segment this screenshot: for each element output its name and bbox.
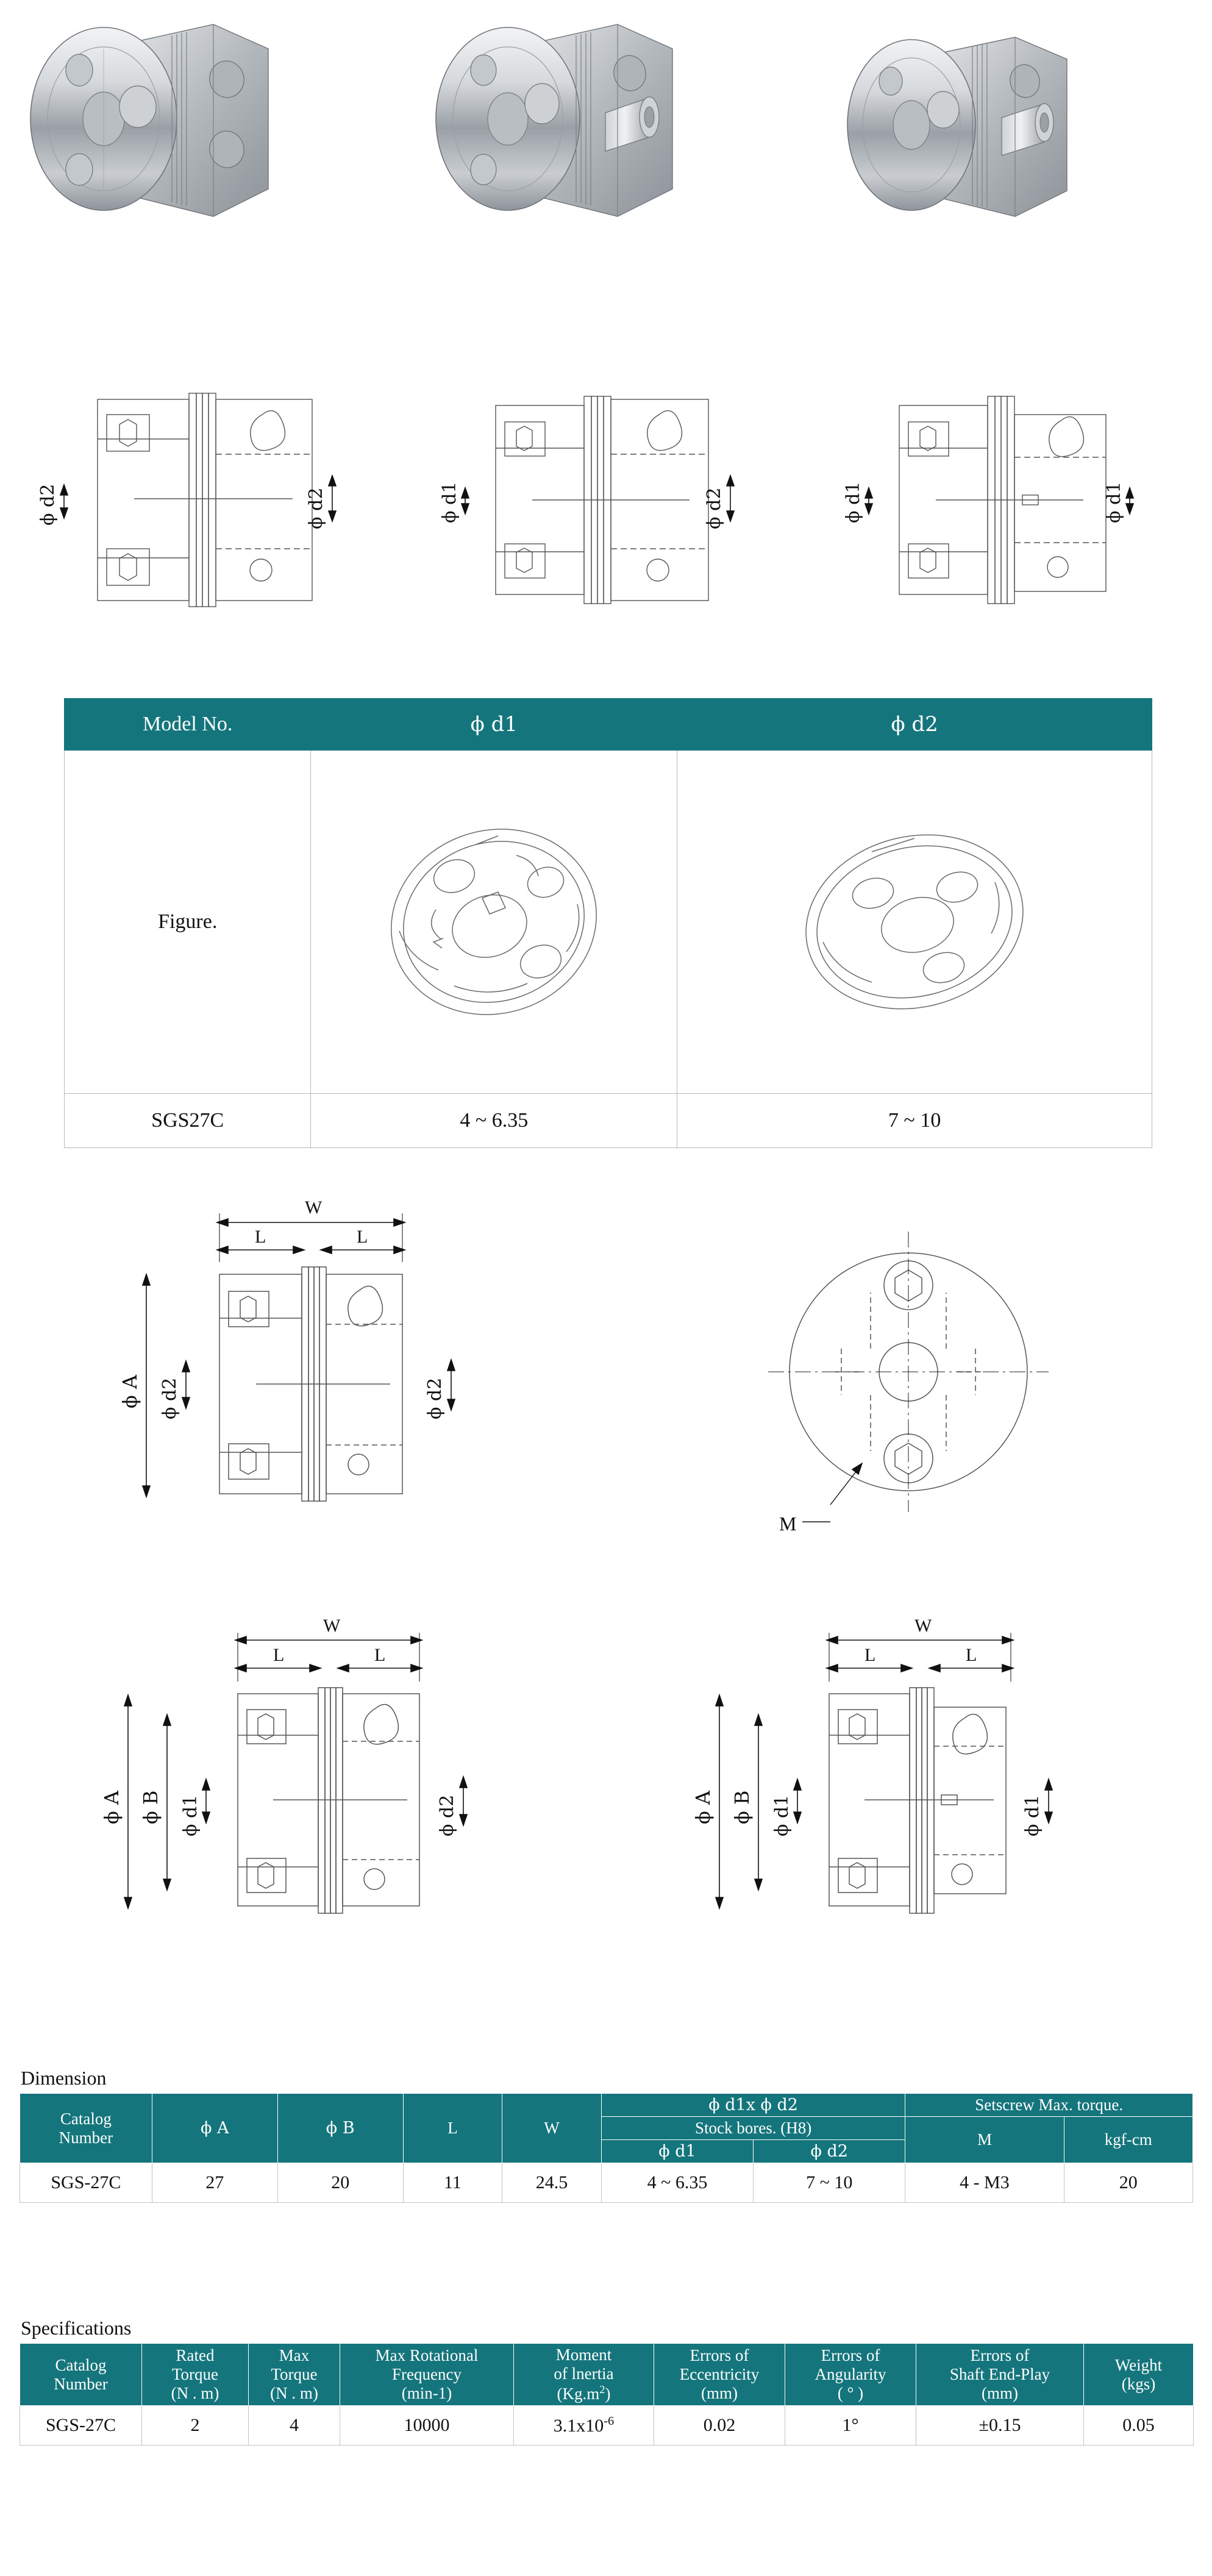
section-view-2 [404, 366, 808, 677]
dim-header-A: ϕ A [152, 2094, 277, 2163]
label-L-left: L [864, 1645, 876, 1665]
label-A: ϕ A [118, 1374, 141, 1408]
label-A: ϕ A [691, 1790, 715, 1824]
dim-view-bottom-right [628, 1616, 1212, 2030]
dim-value-L: 11 [403, 2163, 502, 2203]
dim-header-d2: ϕ d2 [754, 2140, 905, 2163]
spec-header-weight: Weight (kgs) [1084, 2344, 1194, 2406]
figure-model-value: SGS27C [65, 1094, 311, 1148]
label-W: W [305, 1197, 323, 1218]
label-B: ϕ B [139, 1790, 162, 1824]
label-d2-right: ϕ d2 [703, 487, 725, 529]
dim-value-A: 27 [152, 2163, 277, 2203]
figure-d1-drawing [311, 751, 677, 1094]
dim-value-M: 4 - M3 [905, 2163, 1064, 2203]
label-L-right: L [357, 1227, 368, 1247]
dim-header-catalog-l2: Number [59, 2128, 113, 2147]
figure-header-d2: ϕ d2 [677, 699, 1152, 751]
label-M: M [779, 1513, 797, 1535]
dim-value-B: 20 [277, 2163, 403, 2203]
figure-label-cell: Figure. [65, 751, 311, 1094]
dim-view-bottom-left [37, 1616, 622, 2030]
dim-header-M: M [905, 2117, 1064, 2163]
label-d1-left: ϕ d1 [843, 481, 864, 523]
dim-header-B: ϕ B [277, 2094, 403, 2163]
section-view-3 [808, 366, 1212, 677]
figure-row [65, 751, 1152, 1094]
dim-view-top-left [37, 1189, 622, 1604]
dim-header-kgfcm: kgf-cm [1064, 2117, 1192, 2163]
spec-header-catalog: Catalog Number [20, 2344, 142, 2406]
spec-header-rated-torque: Rated Torque (N . m) [142, 2344, 249, 2406]
label-A: ϕ A [100, 1790, 123, 1824]
dim-header-catalog-l1: Catalog [60, 2109, 112, 2128]
label-d2-right: ϕ d2 [424, 1377, 446, 1419]
label-d1-right: ϕ d1 [1103, 481, 1125, 523]
dimension-data-row [20, 2163, 1193, 2203]
spec-value-rated-torque: 2 [142, 2406, 249, 2446]
spec-header-max-frequency: Max Rotational Frequency (min-1) [340, 2344, 514, 2406]
figure-d2-drawing [677, 751, 1152, 1094]
label-L-right: L [966, 1645, 977, 1665]
specifications-section [20, 2317, 1196, 2446]
specifications-caption: Specifications [21, 2317, 132, 2339]
specifications-table [20, 2343, 1194, 2446]
label-W: W [323, 1616, 341, 1636]
figure-d2-value: 7 ~ 10 [677, 1094, 1152, 1148]
spec-data-row [20, 2406, 1194, 2446]
dim-header-d1: ϕ d1 [601, 2140, 753, 2163]
label-d1-right: ϕ d1 [1022, 1794, 1043, 1836]
spec-value-max-torque: 4 [249, 2406, 340, 2446]
label-d1-left: ϕ d1 [771, 1794, 793, 1836]
render-clamp-clamp [0, 0, 404, 366]
dim-value-d2: 7 ~ 10 [754, 2163, 905, 2203]
dimension-header-row-1 [20, 2094, 1193, 2117]
spec-header-row [20, 2344, 1194, 2406]
spec-value-max-frequency: 10000 [340, 2406, 514, 2446]
figure-table [64, 698, 1152, 1148]
label-B: ϕ B [730, 1790, 754, 1824]
label-d2-left: ϕ d2 [37, 483, 59, 526]
dim-header-L: L [403, 2094, 502, 2163]
spec-value-catalog: SGS-27C [20, 2406, 142, 2446]
dimension-caption: Dimension [21, 2067, 107, 2089]
section-views [0, 366, 1212, 677]
label-d1-left: ϕ d1 [180, 1794, 201, 1836]
dim-value-catalog: SGS-27C [20, 2163, 152, 2203]
dimension-table [20, 2093, 1193, 2203]
dim-header-catalog [20, 2094, 152, 2163]
spec-header-angularity: Errors of Angularity ( ° ) [785, 2344, 916, 2406]
figure-header-model: Model No. [65, 699, 311, 751]
spec-header-max-torque: Max Torque (N . m) [249, 2344, 340, 2406]
spec-value-weight: 0.05 [1084, 2406, 1194, 2446]
figure-data-row [65, 1094, 1152, 1148]
dimension-section [20, 2067, 1196, 2203]
dim-value-kgfcm: 20 [1064, 2163, 1192, 2203]
dim-header-stock-bores: Stock bores. (H8) [601, 2117, 905, 2140]
render-setscrew-setscrew [808, 0, 1212, 366]
dimension-drawings [0, 1189, 1212, 2061]
spec-header-inertia: Moment of lnertia $(Kg.m^2)$ [514, 2344, 654, 2406]
label-d2-right: ϕ d2 [437, 1794, 458, 1836]
label-d2-right: ϕ d2 [305, 487, 327, 529]
label-L-right: L [374, 1645, 386, 1665]
label-L-left: L [273, 1645, 285, 1665]
label-L-left: L [255, 1227, 266, 1247]
dim-value-d1: 4 ~ 6.35 [601, 2163, 753, 2203]
dim-header-setscrew-group: Setscrew Max. torque. [905, 2094, 1193, 2117]
spec-value-endplay: ±0.15 [916, 2406, 1084, 2446]
spec-value-inertia [514, 2406, 654, 2446]
dim-view-front [658, 1189, 1183, 1604]
spec-inertia-mantissa: 3.1x10 [553, 2416, 604, 2436]
dim-header-bores-group: ϕ d1x ϕ d2 [601, 2094, 905, 2117]
spec-value-angularity: 1° [785, 2406, 916, 2446]
render-clamp-setscrew [404, 0, 808, 366]
product-renders [0, 0, 1212, 366]
figure-table-header-row [65, 699, 1152, 751]
label-d2-left: ϕ d2 [159, 1377, 180, 1419]
dim-header-W: W [502, 2094, 602, 2163]
spec-header-eccentricity: Errors of Eccentricity (mm) [654, 2344, 785, 2406]
spec-value-eccentricity: 0.02 [654, 2406, 785, 2446]
section-view-1 [0, 366, 404, 677]
label-d1-left: ϕ d1 [438, 481, 460, 523]
figure-d1-value: 4 ~ 6.35 [311, 1094, 677, 1148]
spec-inertia-exponent: -6 [604, 2414, 615, 2428]
spec-header-endplay: Errors of Shaft End-Play (mm) [916, 2344, 1084, 2406]
dim-value-W: 24.5 [502, 2163, 602, 2203]
label-W: W [914, 1616, 932, 1636]
figure-header-d1: ϕ d1 [311, 699, 677, 751]
